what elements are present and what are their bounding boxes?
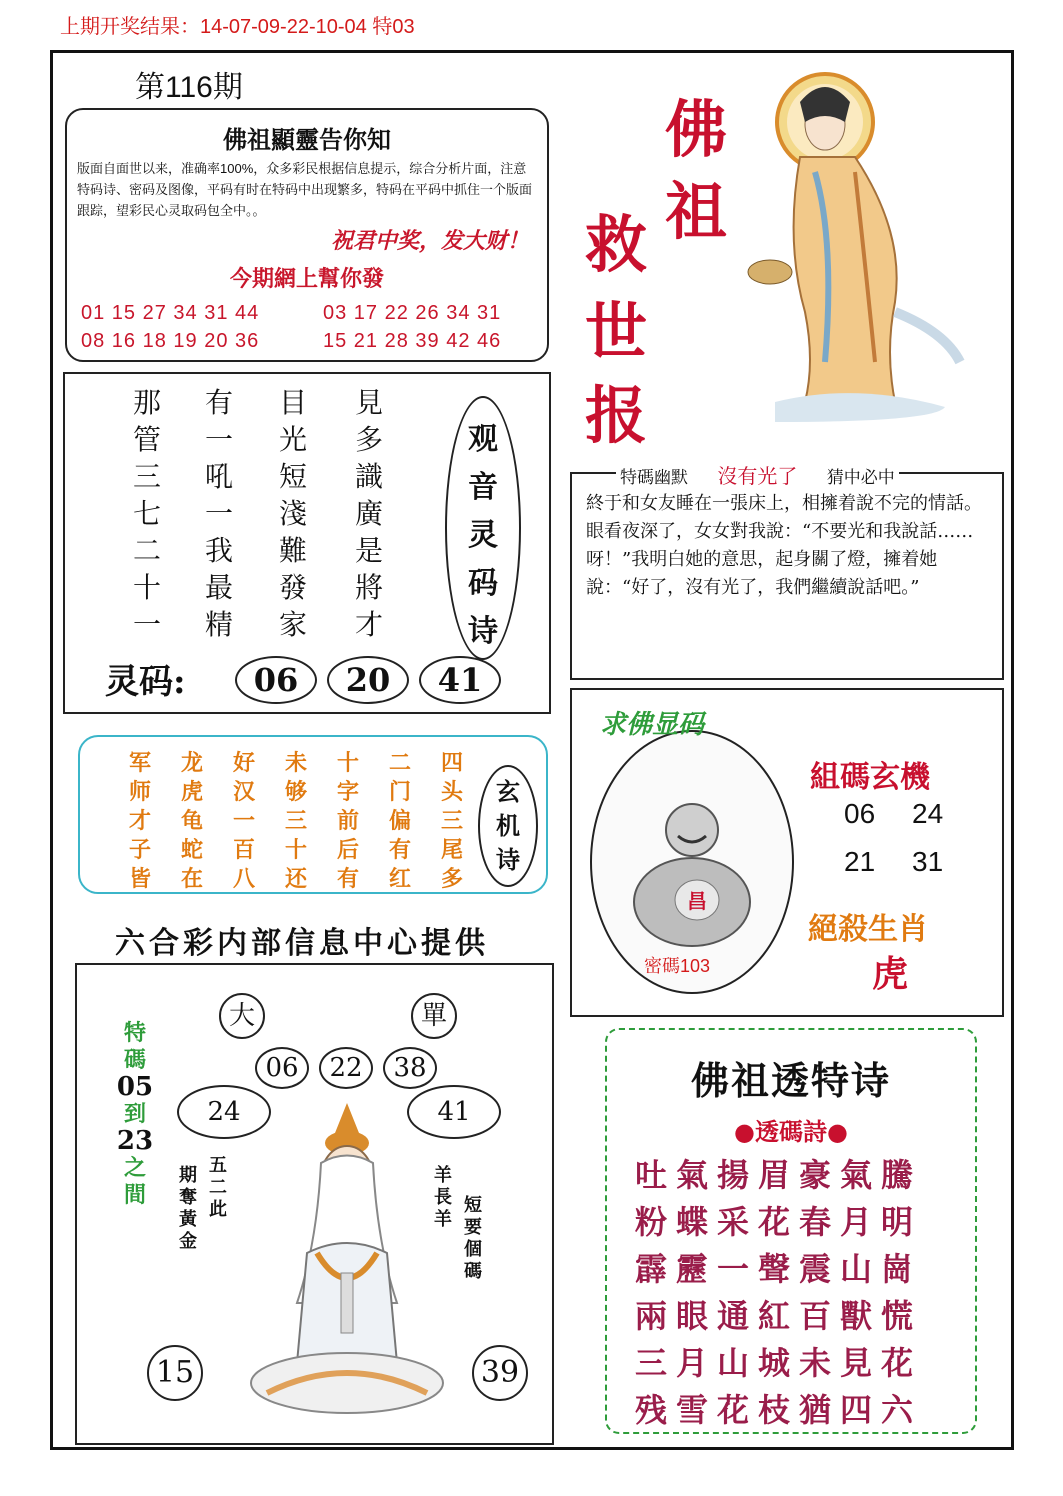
verse-char: 羊	[434, 1165, 452, 1186]
xuanji-char: 军	[128, 750, 151, 776]
last-draw-result: 上期开奖结果：14-07-09-22-10-04 特03	[60, 16, 415, 38]
poem-char: 有	[204, 386, 233, 419]
xuanji-column	[224, 749, 264, 894]
badge-char: 诗	[496, 845, 520, 874]
xuanji-char: 够	[284, 779, 307, 805]
special-poem-panel	[605, 1028, 977, 1434]
poem-column	[199, 384, 239, 643]
poem-char: 七	[132, 497, 161, 530]
xuanji-char: 龟	[180, 808, 203, 834]
odd-marker: 單	[411, 993, 457, 1039]
poem-char: 我	[204, 534, 233, 567]
laughing-buddha-icon	[622, 792, 762, 952]
badge-char: 码	[468, 566, 498, 601]
verse-char: 要	[464, 1217, 482, 1238]
right-verse	[462, 1195, 484, 1283]
xuanji-char: 好	[232, 750, 255, 776]
ling-code-label: 灵码:	[105, 662, 186, 702]
top-number: 06	[255, 1047, 309, 1089]
xuanji-char: 有	[388, 837, 411, 863]
masthead-char: 祖	[665, 175, 728, 248]
ling-code-number: 41	[419, 656, 501, 704]
corner-number: 15	[147, 1345, 203, 1401]
xuanji-column	[120, 749, 160, 894]
xuanji-column	[380, 749, 420, 894]
guanyin-illustration	[745, 62, 965, 422]
poem-char: 光	[278, 423, 307, 456]
humor-title-mid: 沒有光了	[717, 464, 798, 488]
verse-char: 短	[464, 1195, 482, 1216]
number-row: 01 15 27 34 31 44	[81, 302, 260, 324]
range-from: 05	[116, 1072, 154, 1102]
badge-char: 观	[468, 422, 498, 457]
xuanji-char: 汉	[232, 779, 255, 805]
number-row: 15 21 28 39 42 46	[323, 330, 502, 352]
poem-char: 一	[204, 497, 233, 530]
poem-char: 三	[132, 460, 161, 493]
range-to: 23	[116, 1126, 154, 1156]
xuanji-column	[276, 749, 316, 894]
poem-badge	[445, 396, 521, 660]
verse-char: 長	[434, 1187, 452, 1208]
badge-char: 音	[468, 470, 498, 505]
buddha-code-panel	[570, 688, 1004, 1017]
xuanji-char: 一	[232, 808, 255, 834]
seated-guanyin-illustration	[247, 1103, 447, 1423]
poem-char: 那	[132, 386, 161, 419]
range-char: 碼	[123, 1047, 146, 1073]
poem-char: 目	[278, 386, 307, 419]
xuanji-char: 门	[388, 779, 411, 805]
kill-zodiac-title: 絕殺生肖	[808, 912, 928, 947]
masthead-char: 佛	[665, 93, 728, 166]
range-char: 之	[123, 1155, 146, 1181]
verse-char: 五	[209, 1155, 227, 1176]
xuanji-char: 偏	[388, 808, 411, 834]
xuanji-column	[172, 749, 212, 894]
xuanji-char: 在	[180, 866, 203, 892]
ling-code-number: 06	[235, 656, 317, 704]
verse-char: 期	[179, 1165, 197, 1186]
range-char: 到	[123, 1101, 146, 1127]
poem-char: 發	[278, 571, 307, 604]
xuanji-char: 尾	[440, 837, 463, 863]
xuanji-char: 还	[284, 866, 307, 892]
poem-char: 管	[132, 423, 161, 456]
intro-text: 版面自面世以来，准确率100%，众多彩民根据信息提示，综合分析片面，注意特码诗、密码及图像，平码有时在特码中出现繁多，特码在平码中抓住一个版面跟踪，望彩民心灵取码包全中。。	[77, 161, 533, 218]
range-char: 特	[123, 1020, 146, 1046]
left-verse	[207, 1155, 229, 1221]
poem-char: 見	[354, 386, 383, 419]
ling-code-number: 20	[327, 656, 409, 704]
poem-line: 粉蝶采花春月明	[635, 1203, 923, 1241]
humor-title	[616, 460, 899, 489]
poem-line: 兩眼通紅百獸慌	[635, 1297, 923, 1335]
xuanji-char: 十	[284, 837, 307, 863]
xuanji-char: 蛇	[180, 837, 203, 863]
badge-char: 机	[496, 811, 520, 840]
verse-char: 奪	[179, 1187, 197, 1208]
xuanji-char: 头	[440, 779, 463, 805]
xuanji-char: 字	[336, 779, 359, 805]
xuanji-char: 八	[232, 866, 255, 892]
buddha-code-arc: 求佛显码	[600, 710, 705, 740]
number-row: 03 17 22 26 34 31	[323, 302, 502, 324]
xuanji-char: 二	[388, 750, 411, 776]
intro-wish: 祝君中奖，发大财！	[330, 228, 529, 254]
poem-char: 識	[354, 460, 383, 493]
poem-line: 霹靂一聲震山崗	[635, 1250, 923, 1288]
xuanji-char: 红	[388, 866, 411, 892]
humor-title-right: 猜中必中	[826, 468, 895, 488]
special-poem-subtitle: ●透碼詩●	[734, 1117, 848, 1146]
xuanji-poem-panel	[78, 735, 548, 894]
help-title: 今期網上幫你發	[229, 266, 384, 292]
xuanji-badge	[478, 765, 538, 887]
left-oval-number: 24	[177, 1085, 271, 1139]
xuanji-char: 子	[128, 837, 151, 863]
poem-line: 残雪花枝猶四六	[635, 1391, 923, 1429]
badge-char: 玄	[496, 777, 520, 806]
humor-title-left: 特碼幽默	[620, 468, 688, 488]
right-oval-number: 41	[407, 1085, 501, 1139]
poem-char: 一	[132, 608, 161, 641]
left-verse	[177, 1165, 199, 1253]
badge-char: 灵	[468, 518, 498, 553]
poem-column	[349, 384, 389, 643]
humor-text: 終于和女友睡在一張床上，相擁着說不完的情話。眼看夜深了，女女對我說：“不要光和我說話……呀！”我明白她的意思，起身關了燈，擁着她說：“好了，沒有光了，我們繼續說話吧。”	[586, 493, 982, 598]
poem-column	[273, 384, 313, 643]
issue-number: 第116期	[135, 71, 243, 104]
xuanji-char: 前	[336, 808, 359, 834]
intro-panel	[65, 108, 549, 362]
xuanji-char: 师	[128, 779, 151, 805]
belly-char: 昌	[687, 889, 707, 913]
intro-title: 佛祖顯靈告你知	[223, 125, 391, 154]
poem-char: 短	[278, 460, 307, 493]
xuanji-char: 多	[440, 866, 463, 892]
poem-char: 二	[132, 534, 161, 567]
group-code-title: 組碼玄機	[810, 760, 930, 795]
big-marker: 大	[219, 993, 265, 1039]
verse-char: 黃	[179, 1209, 197, 1230]
poem-char: 多	[354, 423, 383, 456]
poem-char: 家	[278, 608, 307, 641]
xuanji-char: 三	[440, 808, 463, 834]
xuanji-char: 才	[128, 808, 151, 834]
xuanji-char: 四	[440, 750, 463, 776]
poem-line: 吐氣揚眉豪氣騰	[635, 1156, 923, 1194]
poem-char: 精	[204, 608, 233, 641]
verse-char: 二	[209, 1177, 227, 1198]
xuanji-char: 十	[336, 750, 359, 776]
xuanji-char: 皆	[128, 866, 151, 892]
top-number: 22	[319, 1047, 373, 1089]
xuanji-char: 有	[336, 866, 359, 892]
poem-char: 是	[354, 534, 383, 567]
group-code-number: 21	[844, 846, 876, 877]
poem-char: 最	[204, 571, 233, 604]
badge-char: 诗	[468, 614, 498, 649]
xuanji-char: 未	[284, 750, 307, 776]
xuanji-column	[432, 749, 472, 894]
verse-char: 碼	[464, 1261, 482, 1282]
poem-column	[127, 384, 167, 643]
xuanji-column	[328, 749, 368, 894]
range-char: 間	[123, 1182, 146, 1208]
special-humor-panel	[570, 464, 1004, 680]
special-poem-title: 佛祖透特诗	[690, 1058, 891, 1103]
guanyin-poem-panel	[63, 372, 551, 714]
corner-number: 39	[472, 1345, 528, 1401]
xuanji-char: 百	[232, 837, 255, 863]
verse-char: 個	[464, 1239, 482, 1260]
poem-char: 難	[278, 534, 307, 567]
kill-zodiac-value: 虎	[872, 953, 909, 995]
group-code-number: 24	[912, 798, 944, 829]
masthead-char: 报	[585, 379, 648, 452]
poem-char: 一	[204, 423, 233, 456]
poem-char: 吼	[204, 460, 233, 493]
poem-char: 才	[354, 608, 383, 641]
top-number: 38	[383, 1047, 437, 1089]
masthead-char: 世	[585, 295, 648, 368]
masthead-char: 救	[585, 208, 648, 281]
special-code-range	[115, 1020, 155, 1209]
number-row: 08 16 18 19 20 36	[81, 330, 260, 352]
xuanji-char: 虎	[180, 779, 203, 805]
poem-line: 三月山城未見花	[635, 1344, 923, 1382]
guanyin-code-panel	[75, 963, 554, 1445]
xuanji-char: 龙	[180, 750, 203, 776]
group-code-number: 31	[912, 846, 944, 877]
xuanji-char: 后	[336, 837, 359, 863]
verse-char: 金	[179, 1231, 197, 1252]
provider-line: 六合彩内部信息中心提供	[115, 926, 489, 961]
poem-char: 十	[132, 571, 161, 604]
verse-char: 羊	[434, 1209, 452, 1230]
secret-code: 密碼103	[644, 956, 711, 976]
verse-char: 此	[209, 1199, 227, 1220]
poem-char: 廣	[354, 497, 383, 530]
poem-char: 將	[354, 571, 383, 604]
xuanji-char: 三	[284, 808, 307, 834]
poem-char: 淺	[278, 497, 307, 530]
group-code-number: 06	[844, 798, 876, 829]
